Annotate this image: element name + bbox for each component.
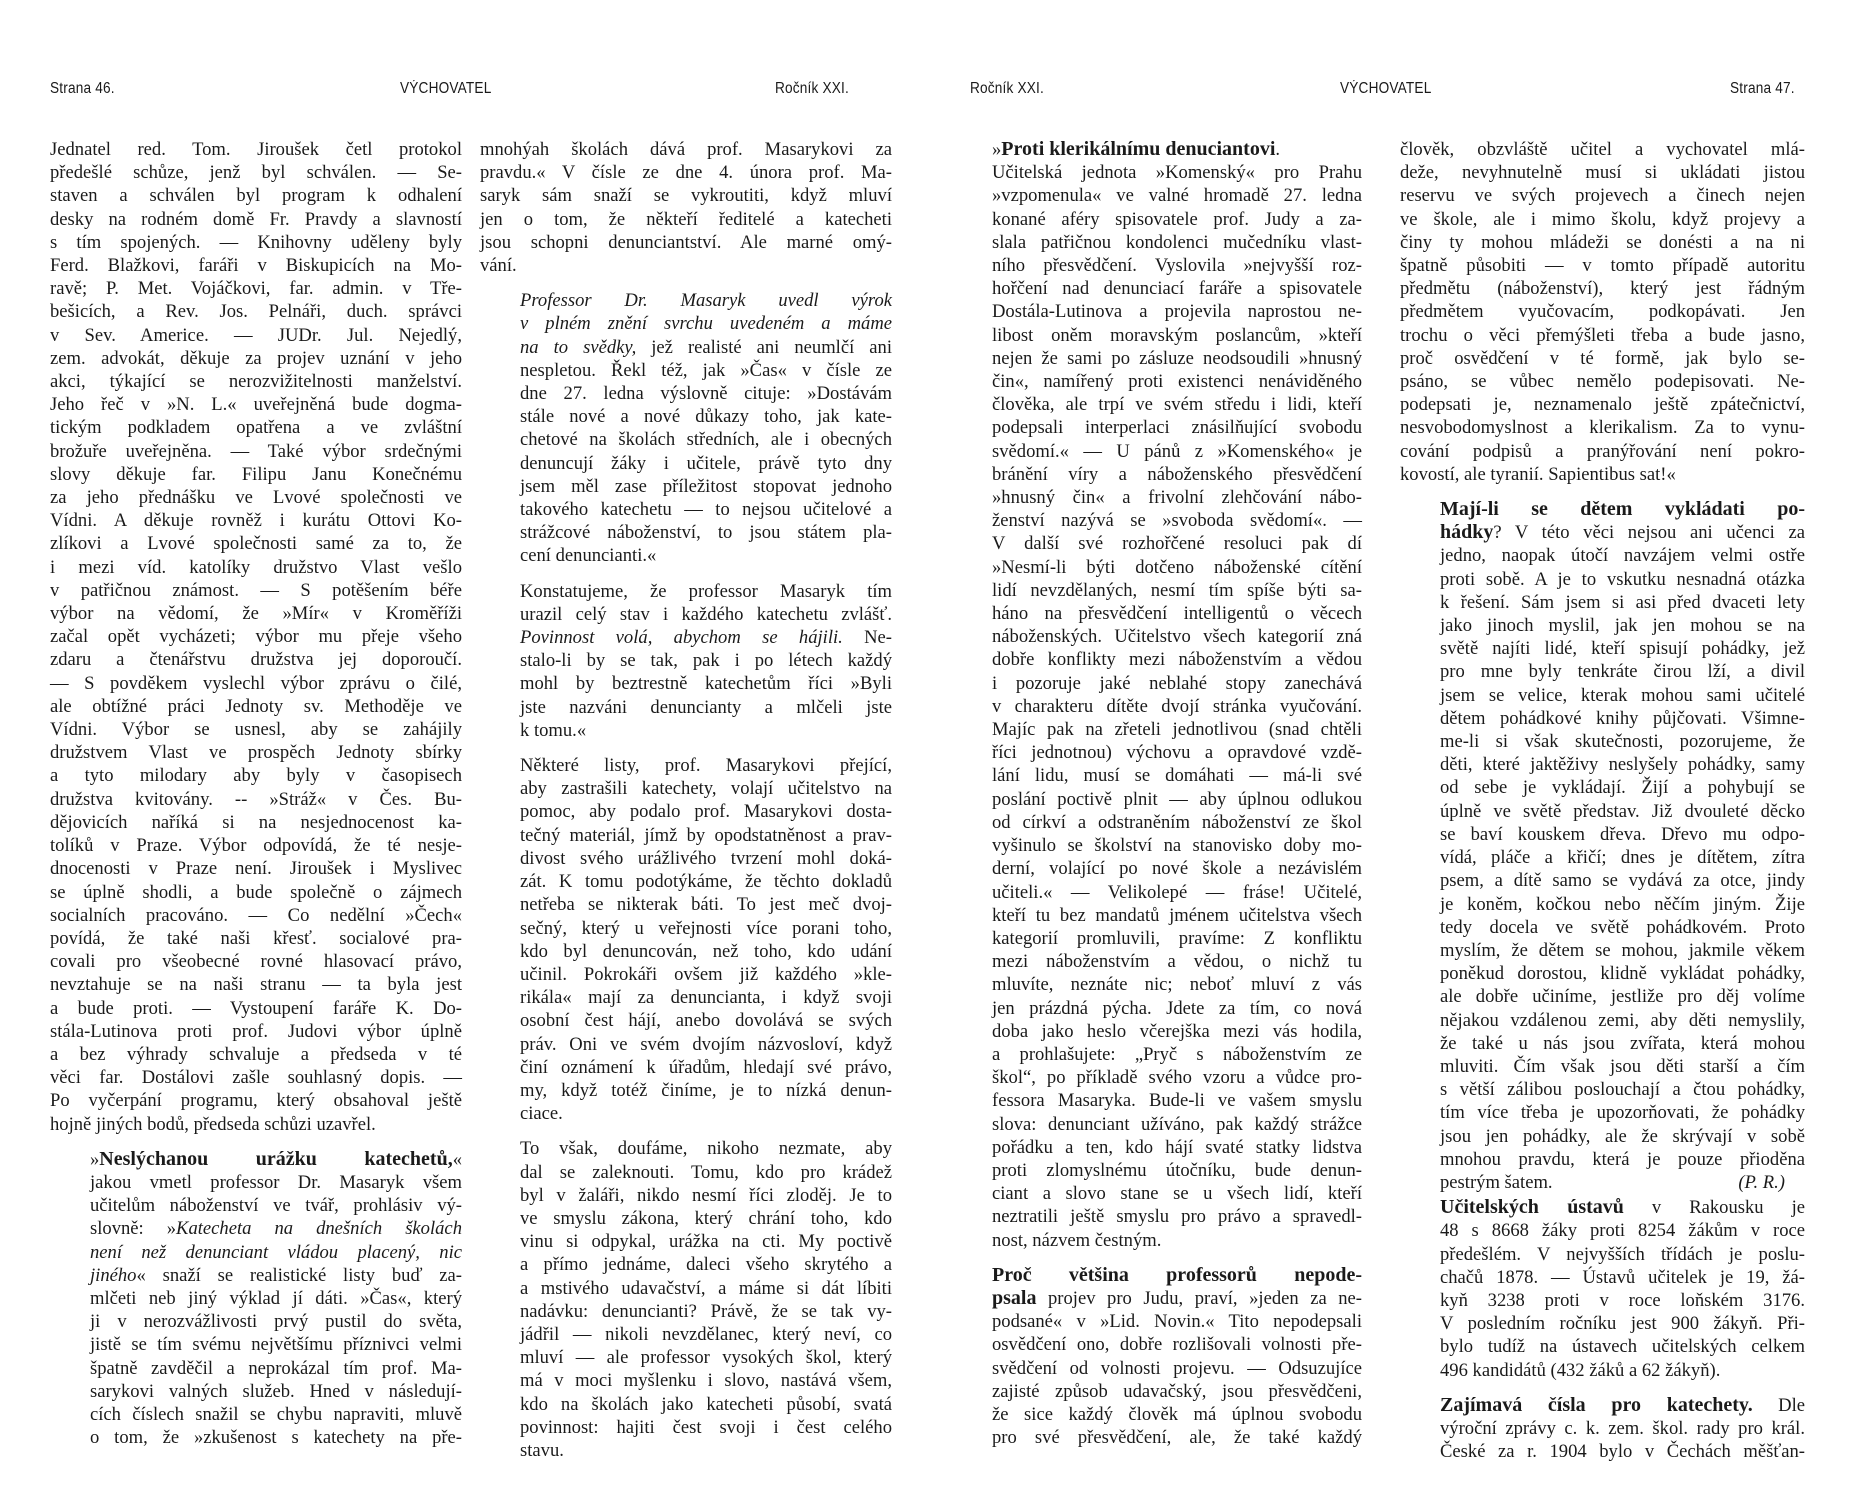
text-line: slova: denunciant užíváno, pak každý strážce xyxy=(992,1113,1362,1135)
text-line: Jednatel red. Tom. Jiroušek četl protokol xyxy=(50,139,462,160)
text-line: od církví a odstraněním náboženství ze škol xyxy=(992,811,1362,833)
journal-title: VÝCHOVATEL xyxy=(400,80,492,97)
text-line: — S povděkem vyslechl výbor zprávu o čilé, xyxy=(50,672,462,694)
text-line: psem, a dítě samo se vydává za otce, jindy xyxy=(1440,870,1805,892)
text-line: rikála« mají za denuncianta, i když svoji xyxy=(520,987,892,1009)
text-line: Některé listy, prof. Masarykovi přející, xyxy=(520,755,892,777)
text-line: 48 s 8668 žáky proti 8254 žákům v roce xyxy=(1440,1220,1805,1242)
text-line: k tomu.« xyxy=(520,719,587,741)
text-line: k řešení. Sám jsem si asi před dvaceti lety xyxy=(1440,591,1805,613)
text-line: ji v nerozvážlivosti prvý pustil do světa, xyxy=(90,1311,462,1333)
text-line: Ferd. Blažkovi, faráři v Biskupicích na Mo- xyxy=(50,255,462,277)
left-page-column-1 xyxy=(50,138,462,1449)
text-line: škol“, po příkladě svého vzoru a vůdce pro- xyxy=(992,1067,1362,1089)
text-line: bešicích, a Rev. Jos. Pelnáři, duch. správci xyxy=(50,301,462,323)
text-line: Dostála-Lutinova a projevila naprostou ne- xyxy=(992,301,1362,323)
text-line: Majíc pak na zřeteli jednotlivou (snad chtěli xyxy=(992,719,1362,741)
italic-text-line: v plném znění svrchu uvedeném a máme xyxy=(520,313,892,335)
text-line: V posledním ročníku jest 900 žákyň. Při- xyxy=(1440,1313,1805,1335)
text-line: jádřil — nikoli nevzdělanec, který neví, co xyxy=(520,1323,892,1345)
meeting-report-paragraph xyxy=(50,138,462,1136)
article-proti-klerikalnimu: »Proti klerikálnímu denuciantovi. Učitelská jednota »Komenský« pro Prahu »vzpomenula« ve valné hromadě 27. ledna konané aféry spisovatele prof. Judy a za- slala patřičnou kondolenci mučedníku vlast- ního přesvědčení. Vyslovila »nejvyšší roz- hořčení nad denunciací faráře a spisovatele Dostála-Lutinova a projevila naprostou ne- libost oněm moravským poslancům, »kteří nejen že sami po zásluze neodsoudili »hnusný čin«, namířený proti existenci nenáviděného člověka, ale trpí ve svém středu i lidi, kteří podepsali interperlaci znásilňující svobodu svědomí.« — U pánů z »Komenského« je bránění víry a náboženského přesvědčení »hnusný čin« a frivolní zlehčování nábo- ženství nazývá se »svoboda svědomí«. — V další své rozhořčené resoluci pak dí »Nesmí-li býti dotčeno náboženské cítění lidí nevzdělaných, nesmí tím spíše býti sa- háno na přesvědčení intelligentů o věcech náboženských. Učitelstvo všech kategorií zná dobře konflikty mezi náboženstvím a vědou i pozoruje jaké neblahé stopy zanechává v charakteru dítěte dvojí stránka vyučování. Majíc pak na zřeteli jednotlivou (snad chtěli říci jednotnou) výchovu a opravdové vzdě- lání lidu, musí se domáhati — má-li své poslání poctivě plnit — aby úplnou odlukou od církví a odstraněním náboženství ze škol vyšinulo se školství na stanovisko doby mo- derní, volající po nové škole a nezávislém učiteli.« — Velikolepé — fráse! Učitelé, kteří tu bez mandatů jménem učitelstva všech kategorií promluvili, pravíme: Z konfliktu mezi náboženstvím a vědou, o nichž tu mluvíte, neznáte nic; neboť mluví z vás jen prázdná pýcha. Jdete za tím, co nová doba jako heslo včerejška mezi vás hodila, a prohlašujete: „Pryč s náboženstvím ze škol“, po příkladě svého vzoru a vůdce pro- fessora Masaryka. Bude-li ve vašem smyslu slova: denunciant užíváno, pak každý strážce pořádku a ten, kdo hájí svaté statky lidstva proti zlomyslnému útočníku, bude denun- ciant a slovo stane se u všech lidí, kteří neztratili ještě smyslu pro právo a spravedl- nost, názvem čestným. xyxy=(952,138,1362,1252)
text-line: doba jako heslo včerejška mezi vás hodila, xyxy=(992,1020,1362,1042)
text-line: pro své přesvědčení, ale, že také každý xyxy=(992,1427,1362,1449)
text-line: podepsati je, neznamenalo ještě zpátečnictví, xyxy=(1400,394,1805,416)
article-heading: Učitelských ústavů xyxy=(1440,1196,1624,1219)
article-heading: Proti klerikálnímu denuciantovi xyxy=(1001,138,1276,160)
text-line: staven a schválen byl program k odhalení xyxy=(50,185,462,207)
text-line: od sebe je vykládají. Žijí a pohybují se xyxy=(1440,777,1805,799)
text-line: učinil. Pokrokáři ovšem již každého »kle- xyxy=(520,963,892,985)
right-page-column-2 xyxy=(1400,138,1805,1463)
text-line: byl v žaláři, nikdo nesmí říci zloděj. Je to xyxy=(520,1184,892,1206)
article-neslychanou-urazku: »Neslýchanou urážku katechetů,« jakou vmetl professor Dr. Masaryk všem učitelům náboženství ve tvář, prohlásiv vý- slovně: »Katecheta na dnešních školách není než denunciant vládou placený, nic jiného« snaží se realistické listy buď za- mlčeti neb jiný výklad jí dáti. »Čas«, který ji v nerozvážlivosti prvý pustil do světa, jistě se tím svému největšímu příznivci velmi špatně zavděčil a neprokázal tím prof. Ma- sarykovi valných služeb. Hned v následují- cích číslech snažil se chybu napraviti, mluvě o tom, že »zkušenost s katechety na pře- xyxy=(50,1148,462,1450)
text-line: tečný materiál, jímž by opodstatněnost a prav- xyxy=(520,824,892,846)
text-line: cení denuncianti.« xyxy=(520,545,657,567)
text-line: jsou schopni denunciantství. Ale marné omý- xyxy=(480,231,892,253)
text-line: dobře konflikty mezi náboženstvím a vědou xyxy=(992,649,1362,671)
text-line: ciace. xyxy=(520,1103,563,1125)
paragraph-nektere-listy xyxy=(480,754,892,1125)
text-line: kdo na školách jako katecheti působí, svatá xyxy=(520,1393,892,1415)
text-line: člověk, obzvláště učitel a vychovatel mlá- xyxy=(1400,139,1805,160)
text-line: To však, doufáme, nikoho nezmate, aby xyxy=(520,1138,892,1160)
text-line: nějakou vzdálenou zemi, aby děti nemyslily, xyxy=(1440,1009,1805,1031)
text-line: nost, názvem čestným. xyxy=(992,1229,1162,1251)
text-line: »vzpomenula« ve valné hromadě 27. ledna xyxy=(992,185,1362,207)
text-line: poněkud dorostou, klidně vykládat pohádky, xyxy=(1440,963,1805,985)
text-line: jsem měl zase příležitost stopovat jednoho xyxy=(520,475,892,497)
text-line: dal se zaleknouti. Tomu, kdo pro krádež xyxy=(520,1161,892,1183)
text-line: učitelům náboženství ve tvář, prohlásiv vý- xyxy=(90,1195,462,1217)
text-line: za jeho přednášku ve Lvové společnosti ve xyxy=(50,487,462,509)
text-line: stalo-li by se tak, pak i po létech každý xyxy=(520,650,892,672)
text-line: i pozoruje jaké neblahé stopy zanechává xyxy=(992,672,1362,694)
text-line: 496 kandidátů (432 žáků a 62 žákyň). xyxy=(1440,1359,1721,1381)
text-line: fessora Masaryka. Bude-li ve vašem smyslu xyxy=(992,1090,1362,1112)
article-maji-li-se-detem: Mají-li se dětem vykládati po- hádky? V této věci nejsou ani učenci za jedno, naopak útočí navzájem velmi ostře proti sobě. A je to vskutku nesnadná otázka k řešení. Sám jsem si asi před dvaceti lety jako jinoch myslil, jak jen mohou se na světě najíti lidé, kteří spisují pohádky, jež pro mne byly tenkráte čirou lží, a divil jsem se velice, kterak mohou sami učitelé dětem pohádkové knihy půjčovati. Všimne- me-li si však skutečnosti, pozorujeme, že děti, které jaktěživy neslyšely pohádky, samy od sebe je vykládají. Žijí a pohybují se úplně ve světě představ. Již dvouleté děcko se baví kouskem dřeva. Dřevo mu odpo- vídá, pláče a křičí; dnes je dítětem, zítra psem, a dítě samo se vydává za otce, jindy je koněm, kočkou nebo něčím jiným. Žije tedy docela ve světě pohádkovém. Proto myslím, že dětem se mohou, jakmile věkem poněkud dorostou, klidně vykládat pohádky, ale dobře učiníme, jestliže pro děj volíme nějakou vzdálenou zemi, aby děti nemyslily, že také u nás jsou zvířata, která mohou mluviti. Čím však jsou děti starší a čím s větší zálibou poslouchají a čtou pohádky, tím více třeba je upozorňovati, že pohádky jsou jen pohádky, ale že skrývají v sobě mnohou pravdu, která je pouze přioděna pestrým šatem. (P. R.) xyxy=(1400,498,1805,1194)
text-line: jako jinoch myslil, jak jen mohou se na xyxy=(1440,615,1805,637)
text-line: derní, volající po nové škole a nezávislém xyxy=(992,858,1362,880)
text-line: zlíkovi a Lvové společnosti samé za to, že xyxy=(50,533,462,555)
text-line: stála-Lutinova proti prof. Judovi výbor úplně xyxy=(50,1020,462,1042)
text-line: špatně zavděčil a neprokázal tím prof. Ma- xyxy=(90,1357,462,1379)
text-line: a tyto milodary aby byly v časopisech xyxy=(50,765,462,787)
quote-italic: Katecheta na dnešních školách xyxy=(176,1218,462,1240)
text-line: psáno, se vůbec nemělo podepisovati. Ne- xyxy=(1400,371,1805,393)
text-line: kyň 3238 proti v roce loňském 3176. xyxy=(1440,1289,1805,1311)
text-line: a mstivého udavačství, a máme si dát líbiti xyxy=(520,1277,892,1299)
text-line: s tím spojených. — Knihovny uděleny byly xyxy=(50,231,462,253)
text-line: ve smyslu zákona, který chrání toho, kdo xyxy=(520,1207,892,1229)
paragraph xyxy=(480,138,892,277)
text-line: ciant a slovo stane se u všech lidí, kteří xyxy=(992,1183,1362,1205)
text-line: zát. K tomu podotýkáme, že těchto dokladů xyxy=(520,871,892,893)
text-line: a bez výhrady schvaluje a předseda v té xyxy=(50,1043,462,1065)
text-line: nespletou. Řekl též, jak »Čas« v čísle ze xyxy=(520,359,892,381)
text-line: že sice každý člověk má úplnou svobodu xyxy=(992,1403,1362,1425)
text-line: osobní čest hájí, anebo dovolává se svých xyxy=(520,1010,892,1032)
text-line: Jeho řeč v »N. L.« uveřejněná bude dogma- xyxy=(50,394,462,416)
text-line: náboženských. Učitelstvo všech kategorií zná xyxy=(992,626,1362,648)
text-line: aby zastrašili katechety, volají učitelstvo na xyxy=(520,778,892,800)
text-line: mluvíte, neznáte nic; neboť mluví z vás xyxy=(992,974,1362,996)
text-line: pořádku a ten, kdo hájí svaté statky lidstva xyxy=(992,1136,1362,1158)
text-line: bránění víry a náboženského přesvědčení xyxy=(992,463,1362,485)
text-line: jedno, naopak útočí navzájem velmi ostře xyxy=(1440,545,1805,567)
volume-label: Ročník XXI. xyxy=(970,80,1044,97)
text-line: urazil celý stav i každého katechetu zvlášť. xyxy=(520,603,892,625)
text-line: saryk sám snaží se vykroutiti, když mluví xyxy=(480,185,892,207)
text-line: mohl by beztrestně katechetům říci »Byli xyxy=(520,673,892,695)
text-line: ale dobře učiníme, jestliže pro děj volíme xyxy=(1440,986,1805,1008)
text-line: V další své rozhořčené resoluci pak dí xyxy=(992,533,1362,555)
text-line: má v moci myšlenku i slovo, nastává všem, xyxy=(520,1370,892,1392)
text-line: chetové na školách středních, ale i obecných xyxy=(520,429,892,451)
text-line: sarykovi valných služeb. Hned v následují- xyxy=(90,1380,462,1402)
text-line: poslání poctivě plnit — aby úplnou odlukou xyxy=(992,788,1362,810)
article-heading: Neslýchanou urážku katechetů, xyxy=(99,1147,453,1170)
text-line: mluví — ale professor vysokých škol, který xyxy=(520,1347,892,1369)
text-line: mlčeti neb jiný výklad jí dáti. »Čas«, který xyxy=(90,1287,462,1309)
paragraph-masaryk-quote: Professor Dr. Masaryk uvedl výrok v plném znění svrchu uvedeném a máme na to svědky, jež realisté ani neumlčí ani nespletou. Řekl též, jak »Čas« v čísle ze dne 27. ledna výslovně cituje: »Dostávám stále nové a nové důkazy toho, jak kate- chetové na školách středních, ale i obecných denuncují žáky i učitele, právě tyto dny jsem měl zase příležitost stopovat jednoho takového katechetu — to nejsou učitelové a strážcové náboženství, to jsou státem pla- cení denuncianti.« xyxy=(480,289,892,567)
text-line: cích číslech snažil se chybu napraviti, mluvě xyxy=(90,1403,462,1425)
text-line: družstvem Vlast ve prospěch Jednoty sbírky xyxy=(50,742,462,764)
text-line: předešlém. V nejvyšších třídách je poslu- xyxy=(1440,1243,1805,1265)
text-line: takového katechetu — to nejsou učitelové a xyxy=(520,499,892,521)
text-line: špatně působiti — v tomto případě autoritu xyxy=(1400,255,1805,277)
text-line: jste nazváni denuncianty a mlčeli jste xyxy=(520,696,892,718)
text-line: a přímo jednáme, daleci všeho skrytého a xyxy=(520,1254,892,1276)
text-line: kteří tu bez mandatů jménem učitelstva všech xyxy=(992,904,1362,926)
page-number: Strana 47. xyxy=(1730,80,1795,97)
text-line: jen prázdná pýcha. Jdete za tím, co nová xyxy=(992,997,1362,1019)
text-line: podsané« v »Lid. Novin.« Tito nepodepsali xyxy=(992,1311,1362,1333)
text-line: slovy děkuje far. Filipu Janu Konečnému xyxy=(50,463,462,485)
text-line: mezi náboženstvím a vědou, o nichž tu xyxy=(992,951,1362,973)
text-line: netřeba se nikterak báti. To jest meč dvoj- xyxy=(520,894,892,916)
text-line: s větší zálibou poslouchají a čtou pohádky, xyxy=(1440,1079,1805,1101)
author-signature: (P. R.) xyxy=(1738,1171,1785,1193)
text-line: zem. advokát, děkuje za projev uznání v jeho xyxy=(50,347,462,369)
text-line: nevztahuje se na naši stranu — ta byla jest xyxy=(50,974,462,996)
text-line: i mezi víd. katolíky družstvo Vlast vešlo xyxy=(50,556,462,578)
text-line: ve škole, ale i mimo školu, když projevy a xyxy=(1400,208,1805,230)
text-line: zdaru a čtenářstvu družstva jej doporoučí. xyxy=(50,649,462,671)
text-line: proč osvědčení v té formě, jak bylo se- xyxy=(1400,347,1805,369)
right-page xyxy=(925,0,1850,1500)
text-line: kovostí, ale tyranií. Sapientibus sat!« xyxy=(1400,463,1676,485)
text-line: děti, které jaktěživy neslyšely pohádky, samy xyxy=(1440,754,1805,776)
text-line: hořčení nad denunciací faráře a spisovatele xyxy=(992,278,1362,300)
text-line: tím více třeba je upozorňovati, že pohádky xyxy=(1440,1102,1805,1124)
text-line: ního přesvědčení. Vyslovila »nejvyšší roz- xyxy=(992,255,1362,277)
text-line: svědomí.« — U pánů z »Komenského« je xyxy=(992,440,1362,462)
text-line: stále nové a nové důkazy toho, jak kate- xyxy=(520,406,892,428)
text-line: v charakteru dítěte dvojí stránka vyučování. xyxy=(992,695,1362,717)
text-line: Vídni. Výbor se usnesl, aby se zahájily xyxy=(50,719,462,741)
text-line: proti sobě. A je to vskutku nesnadná otázka xyxy=(1440,568,1805,590)
text-line: hojně jiných bodů, předseda schůzi uzavřel. xyxy=(50,1113,376,1135)
text-line: trochu o věci přemýšleti třeba a bude jasno, xyxy=(1400,324,1805,346)
text-line: my, když totéž činíme, je to nízká denun- xyxy=(520,1079,892,1101)
paragraph-konstatujeme: Konstatujeme, že professor Masaryk tím urazil celý stav i každého katechetu zvlášť. Povinnost volá, abychom se hájili. Ne- stalo-li by se tak, pak i po létech každý mohl by beztrestně katechetům říci »Byli jste nazváni denuncianty a mlčeli jste k tomu.« xyxy=(480,580,892,742)
text-line: učiteli.« — Velikolepé — fráse! Učitelé, xyxy=(992,881,1362,903)
text-line: mnohou pravdu, která je pouze přioděna xyxy=(1440,1148,1805,1170)
text-line: »Nesmí-li býti dotčeno náboženské cítění xyxy=(992,556,1362,578)
text-line: brožuře uveřejněna. — Také výbor srdečnými xyxy=(50,440,462,462)
text-line: jsem se velice, kterak mohou sami učitelé xyxy=(1440,684,1805,706)
text-line: výbor na vědomí, že »Mír« v Kroměříži xyxy=(50,603,462,625)
text-line: činí oznámení k úřadům, hledají své právo, xyxy=(520,1056,892,1078)
article-heading: Proč většina professorů nepode- xyxy=(992,1263,1362,1286)
text-line: me-li si však skutečnosti, pozorujeme, že xyxy=(1440,731,1805,753)
text-line: jistě se tím svému největšímu příznivci velmi xyxy=(90,1334,462,1356)
text-line: slala patřičnou kondolenci mučedníku vlast- xyxy=(992,231,1362,253)
text-line: dějovicích naříká si na nesjednocenost ka- xyxy=(50,811,462,833)
text-line: světě najíti lidé, kteří spisují pohádky, jež xyxy=(1440,638,1805,660)
text-line: se baví kouskem dřeva. Dřevo mu odpo- xyxy=(1440,823,1805,845)
text-line: České za r. 1904 bylo v Čechách měšťan- xyxy=(1440,1441,1805,1463)
text-line: jakou vmetl professor Dr. Masaryk všem xyxy=(90,1171,462,1193)
text-line: činy ty mohou mládeži se donésti a na ni xyxy=(1400,231,1805,253)
text-line: jen o tom, že někteří ředitelé a katecheti xyxy=(480,208,892,230)
text-line: člověka, ale trpí ve svém středu i lidi, kteří xyxy=(992,394,1362,416)
text-line: reservu ve svých projevech a činech nejen xyxy=(1400,185,1805,207)
page-number: Strana 46. xyxy=(50,80,115,97)
article-zajimava-cisla: Zajímavá čísla pro katechety. Dle výroční zprávy c. k. zem. škol. rady pro král. České za r. 1904 bylo v Čechách měšťan- xyxy=(1400,1394,1805,1464)
text-line: podepsali interperlaci znásilňující svobodu xyxy=(992,417,1362,439)
text-line: bylo tudíž na ústavech učitelských celkem xyxy=(1440,1336,1805,1358)
text-line: ženství nazývá se »svoboda svědomí«. — xyxy=(992,510,1362,532)
text-line: tickým podkladem opatřena a ve zvláštní xyxy=(50,417,462,439)
text-line: práv. Oni ve svém dvojím názvosloví, když xyxy=(520,1033,892,1055)
text-line: neztratili ještě smyslu pro právo a spravedl- xyxy=(992,1206,1362,1228)
article-heading: Mají-li se dětem vykládati po- xyxy=(1440,498,1805,521)
text-line: nadávku: denuncianti? Právě, že se tak vy- xyxy=(520,1300,892,1322)
text-line: deže, nevyhnutelně musí si ukládati jistou xyxy=(1400,162,1805,184)
text-line: pro mne byly tenkráte čirou lží, a divil xyxy=(1440,661,1805,683)
paragraph-to-vsak xyxy=(480,1137,892,1462)
text-line: říci jednotnou) výchovu a opravdové vzdě- xyxy=(992,742,1362,764)
text-line: lidí nevzdělaných, nesmí tím spíše býti sa- xyxy=(992,579,1362,601)
text-line: jsou jen pohádky, ale že skrývají v sobě xyxy=(1440,1125,1805,1147)
text-line: »hnusný čin« a frivolní zlehčování nábo- xyxy=(992,487,1362,509)
text-line: háno na přesvědčení intelligentů o věcech xyxy=(992,603,1362,625)
text-line: cování podpisů a pranýřování není pokro- xyxy=(1400,440,1805,462)
text-line: vyšinulo se školství na stanovisko doby mo- xyxy=(992,835,1362,857)
text-line: a bude proti. — Vystoupení faráře K. Do- xyxy=(50,997,462,1019)
text-line: věci far. Dostálovi zašle souhlasný dopis. — xyxy=(50,1067,462,1089)
text-line: osvědčení ono, dobře rozlišovali volnosti pře- xyxy=(992,1334,1362,1356)
text-line: Konstatujeme, že professor Masaryk tím xyxy=(520,580,892,602)
text-line: dětem pohádkové knihy půjčovati. Všimne- xyxy=(1440,707,1805,729)
paragraph xyxy=(1400,138,1805,486)
text-line: ravě; P. Met. Vojáčkovi, far. admin. v Tře- xyxy=(50,278,462,300)
text-line: v Sev. Americe. — JUDr. Jul. Nejedlý, xyxy=(50,324,462,346)
text-line: mnohýah školách dává prof. Masarykovi za xyxy=(480,139,892,160)
text-line: vídá, pláče a křičí; dnes je dítětem, zítra xyxy=(1440,847,1805,869)
text-line: povídá, že také naši křesť. socialové pra- xyxy=(50,927,462,949)
volume-label: Ročník XXI. xyxy=(775,80,849,97)
text-line: dnocenosti v Praze není. Jiroušek i Myslivec xyxy=(50,858,462,880)
text-line: úplně ve světě představ. Již dvouleté děcko xyxy=(1440,800,1805,822)
italic-text-line: Professor Dr. Masaryk uvedl výrok xyxy=(520,290,892,312)
text-line: předešlé schůze, jenž byl schválen. — Se- xyxy=(50,162,462,184)
text-line: tolíků v Praze. Výbor odpovídá, že té nesje- xyxy=(50,835,462,857)
text-line: vinu si odpykal, urážka na cti. My poctivě xyxy=(520,1231,892,1253)
text-line: povinnost: hajiti čest svoji i čest celého xyxy=(520,1416,892,1438)
text-line: konané aféry spisovatele prof. Judy a za- xyxy=(992,208,1362,230)
text-line: předmětu (náboženství), který jest řádným xyxy=(1400,278,1805,300)
text-line: socialních pracováno. — Co nedělní »Čech« xyxy=(50,904,462,926)
text-line: stavu. xyxy=(520,1439,564,1461)
text-line: předmětem vyučovacím, podkopávati. Jen xyxy=(1400,301,1805,323)
article-ucitelskych-ustavu: Učitelských ústavů v Rakousku je 48 s 8668 žáky proti 8254 žákům v roce předešlém. V nejvyšších třídách je poslu- chačů 1878. — Ústavů učitelek je 19, žá- kyň 3238 proti v roce loňském 3176. V posledním ročníku jest 900 žákyň. Při- bylo tudíž na ústavech učitelských celkem 496 kandidátů (432 žáků a 62 žákyň). xyxy=(1400,1196,1805,1382)
text-line: Učitelská jednota »Komenský« pro Prahu xyxy=(992,162,1362,184)
text-line: družstva kvitovány. -- »Stráž« v Čes. Bu- xyxy=(50,788,462,810)
left-page-column-2 xyxy=(480,138,892,1462)
text-line: ale obtížné práci Jednoty sv. Methoděje ve xyxy=(50,695,462,717)
text-line: čin«, namířený proti existenci nenáviděného xyxy=(992,371,1362,393)
right-page-column-1 xyxy=(952,138,1362,1449)
journal-title: VÝCHOVATEL xyxy=(1340,80,1432,97)
text-line: nesvobodomyslnost a klerikalism. Za to vynu- xyxy=(1400,417,1805,439)
text-line: denuncují žáky i učitele, právě tyto dny xyxy=(520,452,892,474)
text-line: desky na rodném domě Fr. Pravdy a slavností xyxy=(50,208,462,230)
article-heading: Zajímavá čísla pro katechety. xyxy=(1440,1393,1753,1416)
text-line: nejen že sami po zásluze neodsoudili »hnusný xyxy=(992,347,1362,369)
text-line: strážcové náboženství, to jsou státem pla- xyxy=(520,522,892,544)
text-line: o tom, že »zkušenost s katechety na pře- xyxy=(90,1427,462,1449)
text-line: libost oněm moravským poslancům, »kteří xyxy=(992,324,1362,346)
text-line: zajisté způsob udavačský, jsou přesvědčeni, xyxy=(992,1380,1362,1402)
text-line: myslím, že dětem se mohou, jakmile věkem xyxy=(1440,939,1805,961)
text-line: dne 27. ledna výslovně cituje: »Dostávám xyxy=(520,383,892,405)
text-line: Vídni. A děkuje rovněž i kurátu Ottovi Ko- xyxy=(50,510,462,532)
text-line: Po vyčerpání programu, který obsahoval ještě xyxy=(50,1090,462,1112)
article-proc-vetsina: Proč většina professorů nepode- psala projev pro Judu, praví, »jeden za ne- podsané« v »Lid. Novin.« Tito nepodepsali osvědčení ono, dobře rozlišovali volnosti pře- svědčení od volnosti projevu. — Odsuzujíce zajisté způsob udavačský, jsou přesvědčeni, že sice každý člověk má úplnou svobodu pro své přesvědčení, ale, že také každý xyxy=(952,1264,1362,1450)
text-line: svědčení od volnosti projevu. — Odsuzujíce xyxy=(992,1357,1362,1379)
text-line: kategorií promluvili, pravíme: Z konfliktu xyxy=(992,927,1362,949)
text-line: tedy docela ve světě pohádkovém. Proto xyxy=(1440,916,1805,938)
text-line: se úplně shodli, a bude společně o zájmech xyxy=(50,881,462,903)
text-line: sečný, který u veřejnosti více porani toho, xyxy=(520,917,892,939)
text-line: pravdu.« V čísle ze dne 4. února prof. Ma- xyxy=(480,162,892,184)
text-line: a prohlašujete: „Pryč s náboženstvím ze xyxy=(992,1043,1362,1065)
text-line: covali pro všeobecné rovné hlasovací právo, xyxy=(50,951,462,973)
text-line: je koněm, kočkou nebo něčím jiným. Žije xyxy=(1440,893,1805,915)
text-line: výroční zprávy c. k. zem. škol. rady pro král. xyxy=(1440,1417,1805,1439)
text-line: proti zlomyslnému útočníku, bude denun- xyxy=(992,1159,1362,1181)
text-line: v patřičnou známost. — S potěšením béře xyxy=(50,579,462,601)
text-line: kdo byl denuncován, než toho, kdo udání xyxy=(520,940,892,962)
text-line: divost svého urážlivého tvrzení mohl doká- xyxy=(520,847,892,869)
text-line: chačů 1878. — Ústavů učitelek je 19, žá- xyxy=(1440,1266,1805,1288)
text-line: že také u nás jsou zvířata, která mohou xyxy=(1440,1032,1805,1054)
text-line: lání lidu, musí se domáhati — má-li své xyxy=(992,765,1362,787)
text-line: pomoc, aby podalo prof. Masarykovi dosta- xyxy=(520,801,892,823)
text-line: akci, týkající se nerozvižitelnosti manželství. xyxy=(50,371,462,393)
text-line: vání. xyxy=(480,255,517,277)
text-line: začal opět vycházeti; výbor mu přeje všeho xyxy=(50,626,462,648)
text-line: mluviti. Čím však jsou děti starší a čím xyxy=(1440,1055,1805,1077)
